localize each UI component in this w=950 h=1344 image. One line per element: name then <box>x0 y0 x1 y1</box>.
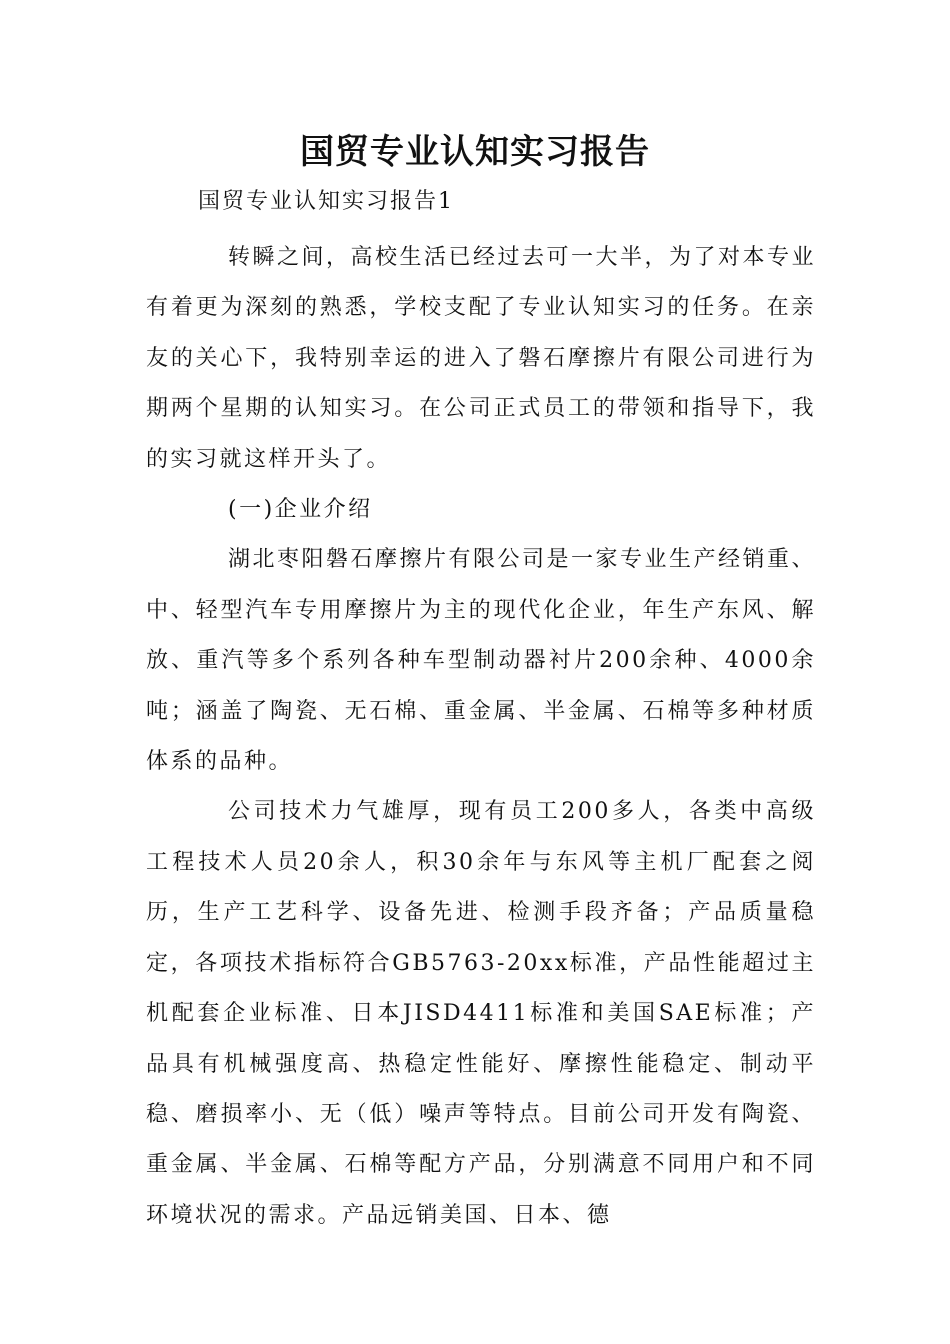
document-subtitle: 国贸专业认知实习报告1 <box>198 189 454 214</box>
section-heading-company-intro: (一)企业介绍 <box>228 497 373 523</box>
document-body <box>146 233 816 1241</box>
paragraph-company-overview: 湖北枣阳磐石摩擦片有限公司是一家专业生产经销重、中、轻型汽车专用摩擦片为主的现代化企业，年生产东风、解放、重汽等多个系列各种车型制动器衬片200余种、4000余吨；涵盖了陶瓷、无石棉、重金属、半金属、石棉等多种材质体系的品种。 <box>146 547 817 775</box>
paragraph-intro: 转瞬之间，高校生活已经过去可一大半，为了对本专业有着更为深刻的熟悉，学校支配了专业认知实习的任务。在亲友的关心下，我特别幸运的进入了磐石摩擦片有限公司进行为期两个星期的认知实习。在公司正式员工的带领和指导下，我的实习就这样开头了。 <box>146 245 817 472</box>
document-title: 国贸专业认知实习报告 <box>300 132 650 172</box>
paragraph-company-technology: 公司技术力气雄厚，现有员工200多人，各类中高级工程技术人员20余人，积30余年与东风等主机厂配套之阅历，生产工艺科学、设备先进、检测手段齐备；产品质量稳定，各项技术指标符合GB5763-20xx标准，产品性能超过主机配套企业标准、日本JISD4411标准和美国SAE标准；产品具有机械强度高、热稳定性能好、摩擦性能稳定、制动平稳、磨损率小、无（低）噪声等特点。目前公司开发有陶瓷、重金属、半金属、石棉等配方产品，分别满意不同用户和不同环境状况的需求。产品远销美国、日本、德 <box>146 799 816 1228</box>
